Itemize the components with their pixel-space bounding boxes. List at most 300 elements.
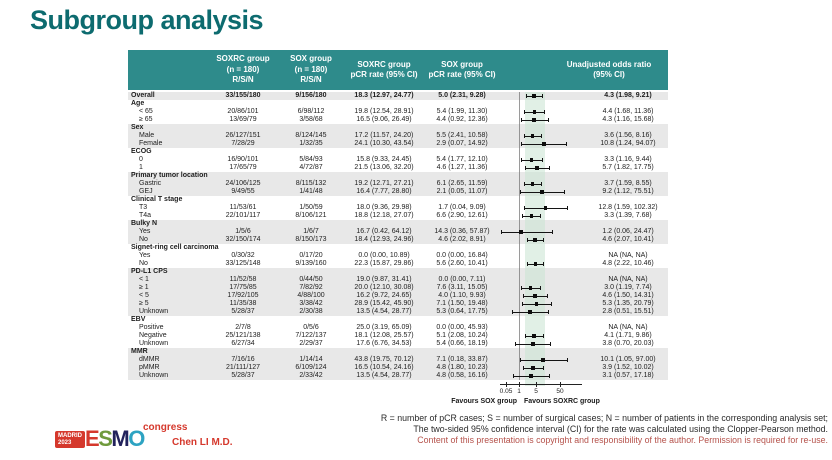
sox-pcr-value: 4.0 (1.10, 9.93) [438, 292, 486, 299]
ci-cap [522, 214, 523, 218]
soxrc-rsn-value: 11/53/61 [229, 204, 257, 211]
table-row [128, 188, 668, 196]
soxrc-pcr-value: 20.0 (12.10, 30.08) [354, 284, 414, 291]
subgroup-label: Gastric [139, 180, 162, 187]
subgroup-label: ≥ 65 [139, 116, 153, 123]
subgroup-label: Age [131, 100, 145, 107]
esmo-wordmark: ESMO [85, 426, 144, 451]
or-point-marker [532, 94, 536, 98]
subgroup-label: < 65 [139, 108, 153, 115]
subgroup-label: Signet-ring cell carcinoma [131, 244, 219, 251]
ci-cap [520, 190, 521, 194]
ci-cap [524, 110, 525, 114]
subgroup-section-row [128, 148, 668, 156]
sox-rsn-value: 1/14/14 [299, 356, 323, 363]
soxrc-rsn-value: 9/49/55 [231, 188, 255, 195]
ci-cap [543, 366, 544, 370]
ci-line [501, 232, 552, 233]
forest-plot-cell [498, 132, 588, 140]
footnotes [381, 413, 828, 446]
forest-plot-cell [498, 180, 588, 188]
soxrc-rsn-value: 17/65/79 [229, 164, 257, 171]
odds-ratio-value: 4.3 (1.16, 15.68) [602, 116, 654, 123]
or-point-marker [540, 190, 544, 194]
soxrc-pcr-value: 18.4 (12.93, 24.96) [354, 236, 414, 243]
odds-ratio-value: 4.4 (1.68, 11.36) [602, 108, 654, 115]
sox-rsn-value: 2/33/42 [299, 372, 323, 379]
subgroup-label: No [139, 260, 148, 267]
soxrc-rsn-value: 22/101/117 [225, 212, 261, 219]
ci-cap [521, 158, 522, 162]
ci-cap [543, 334, 544, 338]
sox-pcr-value: 4.8 (1.80, 10.23) [436, 364, 488, 371]
sox-rsn-value: 7/82/92 [299, 284, 323, 291]
ci-cap [522, 302, 523, 306]
or-point-marker [529, 286, 533, 290]
sox-rsn-value: 2/30/38 [299, 308, 323, 315]
soxrc-pcr-value: 28.9 (15.42, 45.90) [354, 300, 414, 307]
soxrc-rsn-value: 6/27/34 [231, 340, 255, 347]
subgroup-section-row [128, 244, 668, 252]
axis-tick [560, 382, 561, 387]
odds-ratio-value: 4.6 (1.50, 14.31) [602, 292, 654, 299]
ci-cap [524, 182, 525, 186]
forest-plot-cell [498, 252, 588, 260]
soxrc-rsn-value: 25/121/138 [225, 332, 261, 339]
ci-cap [564, 190, 565, 194]
forest-plot-cell [498, 108, 588, 116]
soxrc-rsn-value: 32/150/174 [225, 236, 261, 243]
subgroup-label: MMR [131, 348, 148, 355]
sox-rsn-value: 8/106/121 [295, 212, 327, 219]
or-point-marker [530, 158, 534, 162]
sox-rsn-value: 1/50/59 [299, 204, 323, 211]
subgroup-label: T3 [139, 204, 148, 211]
table-row [128, 340, 668, 348]
soxrc-pcr-value: 25.0 (3.19, 65.09) [356, 324, 412, 331]
subgroup-section-row [128, 124, 668, 132]
subgroup-label: PD-L1 CPS [131, 268, 168, 275]
table-row [128, 92, 668, 100]
forest-plot-cell [498, 124, 588, 132]
ci-cap [551, 302, 552, 306]
subgroup-section-row [128, 268, 668, 276]
sox-pcr-value: 4.6 (1.27, 11.36) [436, 164, 488, 171]
ci-cap [526, 94, 527, 98]
ci-cap [527, 262, 528, 266]
ci-cap [527, 238, 528, 242]
table-row [128, 356, 668, 364]
table-row [128, 284, 668, 292]
odds-ratio-value: 3.3 (1.39, 7.68) [604, 212, 652, 219]
ci-cap [543, 262, 544, 266]
soxrc-pcr-value: 13.5 (4.54, 28.77) [356, 372, 412, 379]
ci-cap [544, 110, 545, 114]
soxrc-pcr-value: 21.5 (13.06, 32.20) [354, 164, 414, 171]
or-point-marker [535, 302, 539, 306]
sox-pcr-value: 1.7 (0.04, 9.09) [438, 204, 486, 211]
congress-label: congress [143, 422, 188, 433]
ci-cap [548, 118, 549, 122]
subgroup-label: Male [139, 132, 155, 139]
forest-plot-cell [498, 268, 588, 276]
axis-tick-label: 0.05 [499, 388, 513, 395]
ci-cap [524, 206, 525, 210]
ci-cap [548, 310, 549, 314]
sox-rsn-value: 6/98/112 [297, 108, 325, 115]
odds-ratio-value: 4.3 (1.98, 9.21) [604, 92, 652, 99]
axis-tick-label: 5 [534, 388, 538, 395]
sox-pcr-value: 4.4 (0.92, 12.36) [436, 116, 488, 123]
forest-plot-cell [498, 116, 588, 124]
or-point-marker [533, 238, 537, 242]
soxrc-pcr-value: 18.8 (12.18, 27.07) [354, 212, 414, 219]
soxrc-pcr-value: 24.1 (10.30, 43.54) [354, 140, 414, 147]
sox-pcr-value: 6.6 (2.90, 12.61) [436, 212, 488, 219]
table-row [128, 164, 668, 172]
sox-rsn-value: 7/122/137 [295, 332, 327, 339]
table-row [128, 108, 668, 116]
madrid-2023-badge: MADRID 2023 [55, 431, 85, 448]
subgroup-section-row [128, 348, 668, 356]
odds-ratio-value: 10.8 (1.24, 94.07) [600, 140, 656, 147]
sox-rsn-value: 0/44/50 [299, 276, 323, 283]
ci-cap [524, 134, 525, 138]
odds-ratio-value: 4.1 (1.71, 9.86) [604, 332, 652, 339]
odds-ratio-value: 5.7 (1.82, 17.75) [602, 164, 654, 171]
soxrc-pcr-value: 0.0 (0.00, 10.89) [358, 252, 410, 259]
subgroup-label: No [139, 236, 148, 243]
axis-line [500, 384, 582, 385]
soxrc-rsn-value: 33/125/148 [225, 260, 261, 267]
or-point-marker [530, 214, 534, 218]
sox-pcr-value: 5.4 (1.99, 11.30) [436, 108, 488, 115]
forest-plot-cell [498, 196, 588, 204]
ci-cap [512, 310, 513, 314]
sox-rsn-value: 8/150/173 [295, 236, 327, 243]
sox-rsn-value: 4/88/100 [297, 292, 325, 299]
forest-plot-cell [498, 164, 588, 172]
subgroup-label: EBV [131, 316, 146, 323]
ci-cap [543, 238, 544, 242]
forest-plot-cell [498, 324, 588, 332]
sox-rsn-value: 1/32/35 [299, 140, 323, 147]
soxrc-rsn-value: 20/86/101 [227, 108, 259, 115]
forest-highlight-band [525, 380, 545, 386]
soxrc-pcr-value: 16.5 (9.06, 26.49) [356, 116, 412, 123]
soxrc-pcr-value: 19.8 (12.54, 28.91) [354, 108, 414, 115]
table-row [128, 156, 668, 164]
table-row [128, 116, 668, 124]
or-point-marker [531, 366, 535, 370]
forest-plot-cell [498, 260, 588, 268]
ci-cap [520, 358, 521, 362]
soxrc-pcr-value: 16.2 (9.72, 24.65) [356, 292, 412, 299]
subgroup-label: < 1 [139, 276, 149, 283]
forest-plot-cell [498, 204, 588, 212]
forest-plot-cell [498, 332, 588, 340]
sox-pcr-value: 6.1 (2.65, 11.59) [436, 180, 488, 187]
soxrc-pcr-value: 22.3 (15.87, 29.86) [354, 260, 414, 267]
ci-cap [549, 374, 550, 378]
sox-pcr-value: 14.3 (0.36, 57.87) [434, 228, 490, 235]
or-point-marker [542, 142, 546, 146]
sox-pcr-value: 5.6 (2.60, 10.41) [436, 260, 488, 267]
header-sox-rsn: SOX group (n = 180) R/S/N [290, 54, 332, 85]
subgroup-label: < 5 [139, 292, 149, 299]
ci-cap [523, 366, 524, 370]
soxrc-rsn-value: 7/28/29 [231, 140, 255, 147]
subgroup-label: dMMR [139, 356, 160, 363]
or-point-marker [541, 358, 545, 362]
subgroup-label: Unknown [139, 340, 169, 347]
presenter-name: Chen LI M.D. [172, 437, 233, 448]
subgroup-label: Bulky N [131, 220, 158, 227]
ci-cap [521, 286, 522, 290]
forest-plot-cell [498, 284, 588, 292]
ci-cap [521, 118, 522, 122]
sox-pcr-value: 5.4 (0.66, 18.19) [436, 340, 488, 347]
ci-cap [549, 166, 550, 170]
sox-pcr-value: 5.1 (2.08, 10.24) [436, 332, 488, 339]
axis-tick [506, 382, 507, 387]
odds-ratio-value: 12.8 (1.59, 102.32) [598, 204, 658, 211]
sox-pcr-value: 5.4 (1.77, 12.10) [436, 156, 488, 163]
forest-plot-cell [498, 92, 588, 100]
soxrc-rsn-value: 7/16/16 [231, 356, 255, 363]
sox-pcr-value: 2.9 (0.07, 14.92) [436, 140, 488, 147]
soxrc-rsn-value: 11/35/38 [229, 300, 257, 307]
odds-ratio-value: 2.8 (0.51, 15.51) [602, 308, 654, 315]
footnote-ci-method: The two-sided 95% confidence interval (CI) for the rate was calculated using the Clopper-Pearson method. [413, 424, 828, 434]
odds-ratio-value: NA (NA, NA) [608, 276, 648, 283]
ci-cap [523, 294, 524, 298]
table-row [128, 308, 668, 316]
subgroup-label: Negative [139, 332, 167, 339]
soxrc-pcr-value: 15.8 (9.33, 24.45) [356, 156, 412, 163]
or-point-marker [531, 182, 535, 186]
or-point-marker [533, 110, 537, 114]
soxrc-pcr-value: 18.3 (12.97, 24.77) [354, 92, 414, 99]
axis-tick [536, 382, 537, 387]
ci-cap [515, 342, 516, 346]
subgroup-label: Overall [131, 92, 155, 99]
subgroup-label: ≥ 1 [139, 284, 149, 291]
forest-plot-cell [498, 188, 588, 196]
subgroup-section-row [128, 172, 668, 180]
table-row [128, 324, 668, 332]
soxrc-pcr-value: 18.1 (12.08, 25.57) [354, 332, 414, 339]
subgroup-section-row [128, 196, 668, 204]
soxrc-pcr-value: 43.8 (19.75, 70.12) [354, 356, 414, 363]
sox-pcr-value: 5.3 (0.64, 17.75) [436, 308, 488, 315]
soxrc-pcr-value: 16.5 (10.54, 24.16) [354, 364, 414, 371]
table-row [128, 332, 668, 340]
sox-rsn-value: 3/38/42 [299, 300, 323, 307]
page-title: Subgroup analysis [30, 5, 264, 35]
odds-ratio-value: NA (NA, NA) [608, 324, 648, 331]
odds-ratio-value: 5.3 (1.35, 20.79) [602, 300, 654, 307]
soxrc-pcr-value: 19.2 (12.71, 27.21) [354, 180, 414, 187]
ci-cap [540, 214, 541, 218]
subgroup-label: Yes [139, 252, 151, 259]
table-row [128, 276, 668, 284]
forest-plot-cell [498, 148, 588, 156]
or-point-marker [531, 342, 535, 346]
sox-rsn-value: 9/139/160 [295, 260, 327, 267]
ci-cap [540, 286, 541, 290]
ci-cap [542, 94, 543, 98]
soxrc-rsn-value: 13/69/79 [229, 116, 257, 123]
odds-ratio-value: 3.7 (1.59, 8.55) [604, 180, 652, 187]
table-row [128, 228, 668, 236]
forest-plot-cell [498, 340, 588, 348]
subgroup-label: Unknown [139, 308, 169, 315]
soxrc-rsn-value: 33/155/180 [225, 92, 261, 99]
table-row [128, 236, 668, 244]
forest-plot-cell [498, 300, 588, 308]
subgroup-label: Primary tumor location [131, 172, 208, 179]
ci-cap [521, 142, 522, 146]
header-sox-pcr: SOX group pCR rate (95% CI) [428, 59, 496, 79]
subgroup-label: Clinical T stage [131, 196, 183, 203]
forest-plot-cell [498, 356, 588, 364]
soxrc-rsn-value: 17/92/105 [227, 292, 259, 299]
sox-rsn-value: 0/17/20 [299, 252, 323, 259]
forest-plot-cell [498, 140, 588, 148]
or-point-marker [533, 294, 537, 298]
subgroup-label: pMMR [139, 364, 160, 371]
table-row [128, 180, 668, 188]
subgroup-table [128, 50, 668, 414]
ci-cap [513, 374, 514, 378]
or-point-marker [532, 118, 536, 122]
ci-cap [547, 294, 548, 298]
subgroup-label: Positive [139, 324, 164, 331]
soxrc-rsn-value: 24/106/125 [225, 180, 261, 187]
soxrc-pcr-value: 19.0 (9.87, 31.41) [356, 276, 412, 283]
soxrc-pcr-value: 17.2 (11.57, 24.20) [354, 132, 414, 139]
subgroup-label: T4a [139, 212, 152, 219]
forest-plot-cell [498, 316, 588, 324]
forest-plot-cell [498, 244, 588, 252]
odds-ratio-value: 4.6 (2.07, 10.41) [602, 236, 654, 243]
favours-soxrc-label: Favours SOXRC group [524, 398, 600, 405]
sox-pcr-value: 7.6 (3.11, 15.05) [436, 284, 488, 291]
or-point-marker [544, 206, 548, 210]
odds-ratio-value: 3.1 (0.57, 17.18) [602, 372, 654, 379]
or-point-marker [529, 374, 533, 378]
header-odds-ratio: Unadjusted odds ratio (95% CI) [566, 59, 652, 79]
soxrc-rsn-value: 5/28/37 [231, 308, 255, 315]
sox-pcr-value: 2.1 (0.05, 11.07) [436, 188, 488, 195]
forest-plot-cell [498, 220, 588, 228]
or-point-marker [528, 310, 532, 314]
soxrc-rsn-value: 11/52/58 [229, 276, 257, 283]
table-header [128, 50, 668, 90]
table-row [128, 140, 668, 148]
footnote-copyright: Content of this presentation is copyright and responsibility of the author. Permission is required for re-use. [417, 435, 828, 445]
soxrc-pcr-value: 13.5 (4.54, 28.77) [356, 308, 412, 315]
sox-rsn-value: 4/72/87 [299, 164, 323, 171]
forest-plot-cell [498, 292, 588, 300]
sox-rsn-value: 5/84/93 [299, 156, 323, 163]
odds-ratio-value: 3.3 (1.16, 9.44) [604, 156, 652, 163]
forest-axis [128, 380, 668, 414]
subgroup-label: Yes [139, 228, 151, 235]
ci-cap [541, 182, 542, 186]
odds-ratio-value: 4.8 (2.22, 10.46) [602, 260, 654, 267]
table-row [128, 132, 668, 140]
table-row [128, 204, 668, 212]
subgroup-section-row [128, 316, 668, 324]
table-row [128, 260, 668, 268]
odds-ratio-value: NA (NA, NA) [608, 252, 648, 259]
forest-plot-cell [498, 372, 588, 380]
or-point-marker [534, 262, 538, 266]
sox-pcr-value: 5.5 (2.41, 10.58) [436, 132, 488, 139]
soxrc-rsn-value: 2/7/8 [235, 324, 251, 331]
sox-pcr-value: 4.6 (2.02, 8.91) [438, 236, 486, 243]
subgroup-section-row [128, 220, 668, 228]
favours-sox-label: Favours SOX group [451, 398, 517, 405]
sox-rsn-value: 2/29/37 [299, 340, 323, 347]
subgroup-label: 1 [139, 164, 143, 171]
subgroup-label: 0 [139, 156, 143, 163]
soxrc-rsn-value: 17/75/85 [229, 284, 257, 291]
axis-tick-label: 1 [517, 388, 521, 395]
forest-plot-cell [498, 100, 588, 108]
soxrc-rsn-value: 16/90/101 [227, 156, 259, 163]
soxrc-rsn-value: 1/5/6 [235, 228, 251, 235]
soxrc-rsn-value: 5/28/37 [231, 372, 255, 379]
ci-cap [566, 142, 567, 146]
table-row [128, 292, 668, 300]
sox-pcr-value: 0.0 (0.00, 16.84) [436, 252, 488, 259]
sox-pcr-value: 0.0 (0.00, 7.11) [438, 276, 486, 283]
forest-plot-cell [498, 228, 588, 236]
table-row [128, 252, 668, 260]
forest-plot-cell [498, 236, 588, 244]
table-body [128, 92, 668, 380]
sox-pcr-value: 7.1 (0.18, 33.87) [436, 356, 488, 363]
odds-ratio-value: 3.6 (1.56, 8.16) [604, 132, 652, 139]
soxrc-rsn-value: 21/111/127 [226, 364, 260, 371]
forest-plot-cell [498, 308, 588, 316]
subgroup-label: ≥ 5 [139, 300, 149, 307]
subgroup-label: GEJ [139, 188, 153, 195]
or-point-marker [519, 230, 523, 234]
sox-rsn-value: 1/41/48 [299, 188, 323, 195]
sox-pcr-value: 7.1 (1.50, 19.48) [436, 300, 488, 307]
forest-plot-cell [498, 364, 588, 372]
sox-rsn-value: 8/115/132 [295, 180, 327, 187]
header-soxrc-pcr: SOXRC group pCR rate (95% CI) [350, 59, 418, 79]
sox-pcr-value: 5.0 (2.31, 9.28) [438, 92, 486, 99]
soxrc-pcr-value: 16.7 (0.42, 64.12) [356, 228, 412, 235]
ci-cap [550, 342, 551, 346]
soxrc-pcr-value: 17.6 (6.76, 34.53) [356, 340, 412, 347]
sox-rsn-value: 6/109/124 [295, 364, 327, 371]
axis-tick [519, 382, 520, 387]
soxrc-pcr-value: 16.4 (7.77, 28.80) [356, 188, 412, 195]
table-row [128, 364, 668, 372]
ci-cap [552, 230, 553, 234]
or-point-marker [532, 334, 536, 338]
footnote-definitions: R = number of pCR cases; S = number of surgical cases; N = number of patients in the corresponding analysis set; [380, 413, 828, 423]
subgroup-label: Female [139, 140, 163, 147]
sox-rsn-value: 0/5/6 [303, 324, 319, 331]
